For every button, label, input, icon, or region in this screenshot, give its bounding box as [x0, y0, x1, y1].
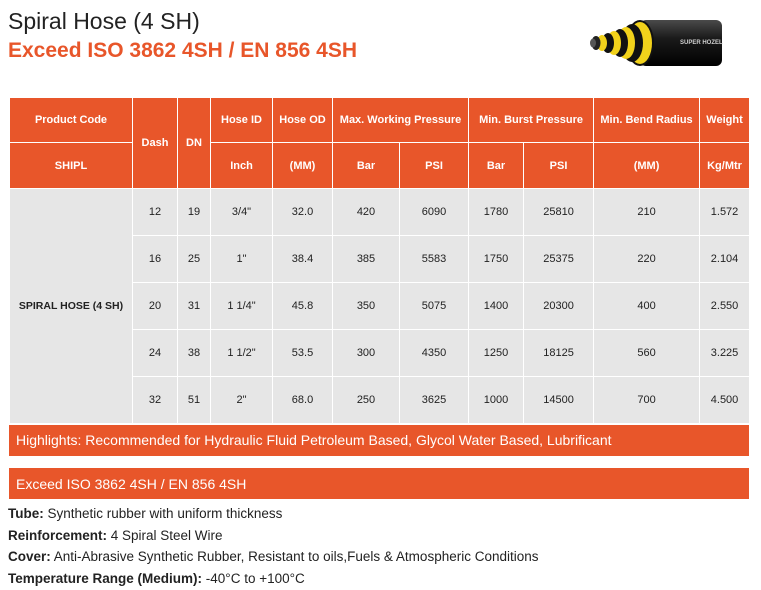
cell-burst-psi: 14500: [524, 377, 594, 424]
detail-tube: [8, 503, 539, 525]
cell-dash: 32: [133, 377, 178, 424]
page-subtitle: Exceed ISO 3862 4SH / EN 856 4SH: [8, 39, 358, 62]
unit-burst-psi: PSI: [524, 143, 594, 189]
product-name-cell: SPIRAL HOSE (4 SH): [10, 189, 133, 424]
cell-weight: 4.500: [700, 377, 750, 424]
header-dn: DN: [178, 98, 211, 189]
standard-banner: Exceed ISO 3862 4SH / EN 856 4SH: [9, 468, 749, 499]
header-min-burst-pressure: Min. Burst Pressure: [469, 98, 594, 143]
cell-hose-id: 3/4": [211, 189, 273, 236]
table-header-row: [10, 98, 750, 143]
cell-dn: 38: [178, 330, 211, 377]
cell-max-bar: 385: [333, 236, 400, 283]
cell-dash: 12: [133, 189, 178, 236]
cell-max-bar: 350: [333, 283, 400, 330]
cell-burst-psi: 18125: [524, 330, 594, 377]
detail-label: Tube:: [8, 506, 44, 521]
detail-value: Anti-Abrasive Synthetic Rubber, Resistant to oils,Fuels & Atmospheric Conditions: [50, 549, 539, 564]
cell-bend: 210: [594, 189, 700, 236]
spec-details: [8, 503, 539, 589]
cell-dn: 31: [178, 283, 211, 330]
cell-hose-od: 45.8: [273, 283, 333, 330]
cell-weight: 1.572: [700, 189, 750, 236]
cell-burst-bar: 1000: [469, 377, 524, 424]
cell-hose-id: 1 1/4": [211, 283, 273, 330]
cell-hose-od: 68.0: [273, 377, 333, 424]
cell-hose-id: 2": [211, 377, 273, 424]
unit-max-bar: Bar: [333, 143, 400, 189]
cell-dn: 51: [178, 377, 211, 424]
cell-max-bar: 250: [333, 377, 400, 424]
cell-dash: 24: [133, 330, 178, 377]
unit-burst-bar: Bar: [469, 143, 524, 189]
unit-max-psi: PSI: [400, 143, 469, 189]
cell-max-psi: 5075: [400, 283, 469, 330]
cell-weight: 3.225: [700, 330, 750, 377]
detail-value: -40°C to +100°C: [202, 570, 305, 586]
cell-max-psi: 5583: [400, 236, 469, 283]
unit-weight: Kg/Mtr: [700, 143, 750, 189]
cell-dn: 25: [178, 236, 211, 283]
header-max-working-pressure: Max. Working Pressure: [333, 98, 469, 143]
cell-max-bar: 300: [333, 330, 400, 377]
header-hose-od: Hose OD: [273, 98, 333, 143]
detail-reinforcement: [8, 525, 539, 547]
cell-dash: 20: [133, 283, 178, 330]
cell-burst-psi: 20300: [524, 283, 594, 330]
cell-burst-bar: 1400: [469, 283, 524, 330]
hose-product-image: [580, 14, 725, 70]
cell-bend: 220: [594, 236, 700, 283]
cell-hose-id: 1": [211, 236, 273, 283]
cell-burst-bar: 1250: [469, 330, 524, 377]
cell-weight: 2.104: [700, 236, 750, 283]
cell-bend: 560: [594, 330, 700, 377]
unit-hose-id: Inch: [211, 143, 273, 189]
highlights-banner: Highlights: Recommended for Hydraulic Fluid Petroleum Based, Glycol Water Based, Lubrificant: [9, 425, 749, 456]
cell-max-psi: 6090: [400, 189, 469, 236]
page-title: Spiral Hose (4 SH): [8, 8, 200, 34]
detail-label: Temperature Range (Medium):: [8, 570, 203, 586]
hose-brand-text: SUPER HOZEL: [680, 40, 723, 46]
cell-hose-od: 32.0: [273, 189, 333, 236]
cell-burst-psi: 25375: [524, 236, 594, 283]
cell-dash: 16: [133, 236, 178, 283]
cell-bend: 700: [594, 377, 700, 424]
unit-bend: (MM): [594, 143, 700, 189]
unit-hose-od: (MM): [273, 143, 333, 189]
cell-dn: 19: [178, 189, 211, 236]
cell-bend: 400: [594, 283, 700, 330]
cell-burst-psi: 25810: [524, 189, 594, 236]
detail-value: Synthetic rubber with uniform thickness: [43, 506, 283, 521]
table-unit-row: [10, 143, 750, 189]
detail-cover: [8, 546, 539, 568]
cell-max-psi: 4350: [400, 330, 469, 377]
table-row: [10, 189, 750, 236]
cell-max-psi: 3625: [400, 377, 469, 424]
cell-burst-bar: 1750: [469, 236, 524, 283]
cell-hose-id: 1 1/2": [211, 330, 273, 377]
header-product-code: Product Code: [10, 98, 133, 143]
detail-label: Reinforcement:: [8, 527, 108, 543]
spec-table: [9, 97, 750, 424]
cell-hose-od: 53.5: [273, 330, 333, 377]
cell-weight: 2.550: [700, 283, 750, 330]
detail-temperature: [8, 568, 539, 590]
header-dash: Dash: [133, 98, 178, 189]
unit-product-code: SHIPL: [10, 143, 133, 189]
header-min-bend-radius: Min. Bend Radius: [594, 98, 700, 143]
cell-hose-od: 38.4: [273, 236, 333, 283]
header-hose-id: Hose ID: [211, 98, 273, 143]
cell-burst-bar: 1780: [469, 189, 524, 236]
header-weight: Weight: [700, 98, 750, 143]
detail-label: Cover:: [8, 549, 51, 564]
cell-max-bar: 420: [333, 189, 400, 236]
detail-value: 4 Spiral Steel Wire: [107, 527, 223, 543]
